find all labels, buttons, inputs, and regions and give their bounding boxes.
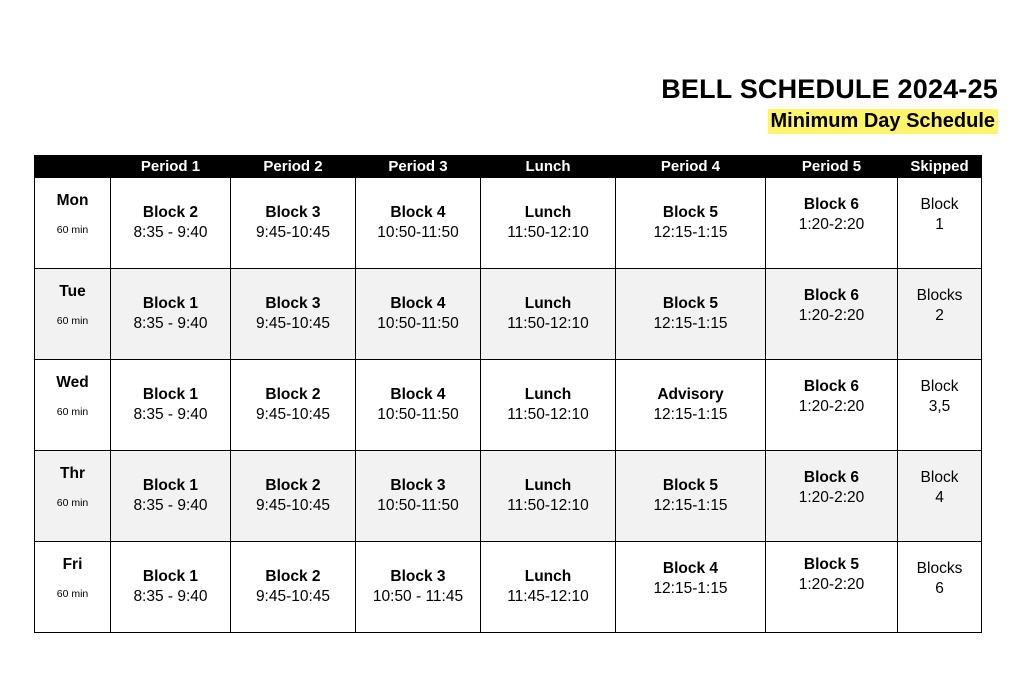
time-label: 9:45-10:45 xyxy=(255,497,331,514)
time-label: 11:50-12:10 xyxy=(507,406,589,423)
block-label: Block 2 xyxy=(265,386,321,403)
block-label: Lunch xyxy=(524,477,572,494)
day-cell xyxy=(35,451,111,542)
block-label: Block 4 xyxy=(390,204,446,221)
time-label: 9:45-10:45 xyxy=(255,406,331,423)
block-label: Block 1 xyxy=(142,386,199,403)
time-label: 9:45-10:45 xyxy=(255,224,331,241)
time-label: 11:45-12:10 xyxy=(507,588,589,605)
time-label: 12:15-1:15 xyxy=(653,315,728,332)
block-label: Block 3 xyxy=(390,568,446,585)
time-label: 1:20-2:20 xyxy=(798,576,865,593)
period-cell xyxy=(111,542,231,633)
time-label: 11:50-12:10 xyxy=(507,315,589,332)
time-label: 10:50-11:50 xyxy=(377,315,459,332)
time-label: 8:35 - 9:40 xyxy=(133,406,208,423)
table-row-wed xyxy=(35,360,982,451)
skipped-value: 3,5 xyxy=(928,398,951,415)
period-cell xyxy=(356,451,481,542)
block-label: Block 1 xyxy=(142,568,199,585)
block-label: Block 4 xyxy=(662,560,719,577)
period-cell xyxy=(766,360,898,451)
time-label: 1:20-2:20 xyxy=(798,398,865,415)
skipped-cell xyxy=(898,360,982,451)
time-label: 12:15-1:15 xyxy=(653,580,728,597)
period-cell xyxy=(111,451,231,542)
block-label: Block 5 xyxy=(662,477,719,494)
column-header-period-4: Period 4 xyxy=(616,156,766,178)
period-cell xyxy=(766,451,898,542)
block-label: Block 1 xyxy=(142,477,199,494)
skipped-value: 4 xyxy=(935,489,944,506)
time-label: 10:50 - 11:45 xyxy=(372,588,464,605)
day-label: Fri xyxy=(62,555,83,573)
skipped-cell xyxy=(898,542,982,633)
period-cell xyxy=(616,360,766,451)
block-label: Block 3 xyxy=(265,204,321,221)
block-label: Lunch xyxy=(524,386,572,403)
period-cell xyxy=(766,542,898,633)
period-cell xyxy=(111,178,231,269)
time-label: 12:15-1:15 xyxy=(653,497,728,514)
page-subtitle: Minimum Day Schedule xyxy=(768,109,999,134)
period-cell xyxy=(111,269,231,360)
time-label: 8:35 - 9:40 xyxy=(133,224,208,241)
time-label: 11:50-12:10 xyxy=(507,497,589,514)
block-label: Block 6 xyxy=(803,287,860,304)
lunch-cell xyxy=(481,178,616,269)
day-label: Thr xyxy=(60,464,85,482)
time-label: 10:50-11:50 xyxy=(377,406,459,423)
block-label: Block 4 xyxy=(390,295,446,312)
period-cell xyxy=(231,269,356,360)
time-label: 10:50-11:50 xyxy=(377,224,459,241)
block-label: Block 6 xyxy=(803,196,860,213)
block-label: Lunch xyxy=(524,568,572,585)
block-label: Block 1 xyxy=(142,295,199,312)
time-label: 11:50-12:10 xyxy=(507,224,589,241)
period-cell xyxy=(616,269,766,360)
day-cell xyxy=(35,269,111,360)
time-label: 9:45-10:45 xyxy=(255,315,331,332)
skipped-label: Blocks xyxy=(916,560,963,577)
page-title: BELL SCHEDULE 2024-25 xyxy=(661,74,998,104)
skipped-value: 2 xyxy=(935,307,944,324)
block-label: Block 5 xyxy=(662,204,719,221)
skipped-label: Block xyxy=(920,196,959,213)
block-label: Block 6 xyxy=(803,469,860,486)
table-row-fri xyxy=(35,542,982,633)
block-label: Block 5 xyxy=(803,556,860,573)
skipped-label: Blocks xyxy=(916,287,963,304)
column-header-skipped: Skipped xyxy=(898,156,982,178)
skipped-label: Block xyxy=(920,378,959,395)
skipped-cell xyxy=(898,451,982,542)
day-cell xyxy=(35,360,111,451)
period-cell xyxy=(356,178,481,269)
block-label: Block 3 xyxy=(390,477,446,494)
column-header-day xyxy=(35,156,111,178)
period-cell xyxy=(766,269,898,360)
block-label: Block 2 xyxy=(265,477,321,494)
table-row-thr xyxy=(35,451,982,542)
period-cell xyxy=(616,542,766,633)
period-cell xyxy=(616,451,766,542)
block-label: Advisory xyxy=(657,386,724,403)
day-label: Mon xyxy=(56,191,89,209)
period-cell xyxy=(356,269,481,360)
period-cell xyxy=(766,178,898,269)
period-cell xyxy=(231,360,356,451)
skipped-cell xyxy=(898,178,982,269)
duration-label: 60 min xyxy=(56,223,89,236)
time-label: 8:35 - 9:40 xyxy=(133,497,208,514)
time-label: 12:15-1:15 xyxy=(653,406,728,423)
lunch-cell xyxy=(481,542,616,633)
block-label: Block 4 xyxy=(390,386,446,403)
schedule-table xyxy=(34,155,982,633)
period-cell xyxy=(356,542,481,633)
time-label: 8:35 - 9:40 xyxy=(133,588,208,605)
duration-label: 60 min xyxy=(56,405,89,418)
day-cell xyxy=(35,542,111,633)
period-cell xyxy=(231,178,356,269)
column-header-period-3: Period 3 xyxy=(356,156,481,178)
block-label: Block 2 xyxy=(265,568,321,585)
column-header-period-5: Period 5 xyxy=(766,156,898,178)
block-label: Block 5 xyxy=(662,295,719,312)
day-label: Tue xyxy=(59,282,86,300)
duration-label: 60 min xyxy=(56,587,89,600)
block-label: Lunch xyxy=(524,295,572,312)
period-cell xyxy=(111,360,231,451)
block-label: Block 2 xyxy=(142,204,199,221)
column-header-period-2: Period 2 xyxy=(231,156,356,178)
day-label: Wed xyxy=(56,373,89,391)
time-label: 10:50-11:50 xyxy=(377,497,459,514)
duration-label: 60 min xyxy=(56,496,89,509)
period-cell xyxy=(616,178,766,269)
column-header-period-1: Period 1 xyxy=(111,156,231,178)
block-label: Block 6 xyxy=(803,378,860,395)
time-label: 1:20-2:20 xyxy=(798,489,865,506)
table-row-tue xyxy=(35,269,982,360)
lunch-cell xyxy=(481,269,616,360)
lunch-cell xyxy=(481,451,616,542)
period-cell xyxy=(356,360,481,451)
lunch-cell xyxy=(481,360,616,451)
day-cell xyxy=(35,178,111,269)
table-row-mon xyxy=(35,178,982,269)
time-label: 1:20-2:20 xyxy=(798,216,865,233)
block-label: Lunch xyxy=(524,204,572,221)
skipped-value: 1 xyxy=(935,216,944,233)
time-label: 9:45-10:45 xyxy=(255,588,331,605)
column-header-lunch: Lunch xyxy=(481,156,616,178)
time-label: 1:20-2:20 xyxy=(798,307,865,324)
time-label: 8:35 - 9:40 xyxy=(133,315,208,332)
period-cell xyxy=(231,542,356,633)
skipped-label: Block xyxy=(920,469,959,486)
time-label: 12:15-1:15 xyxy=(653,224,728,241)
block-label: Block 3 xyxy=(265,295,321,312)
period-cell xyxy=(231,451,356,542)
header-row xyxy=(35,156,982,178)
duration-label: 60 min xyxy=(56,314,89,327)
skipped-cell xyxy=(898,269,982,360)
skipped-value: 6 xyxy=(935,580,944,597)
